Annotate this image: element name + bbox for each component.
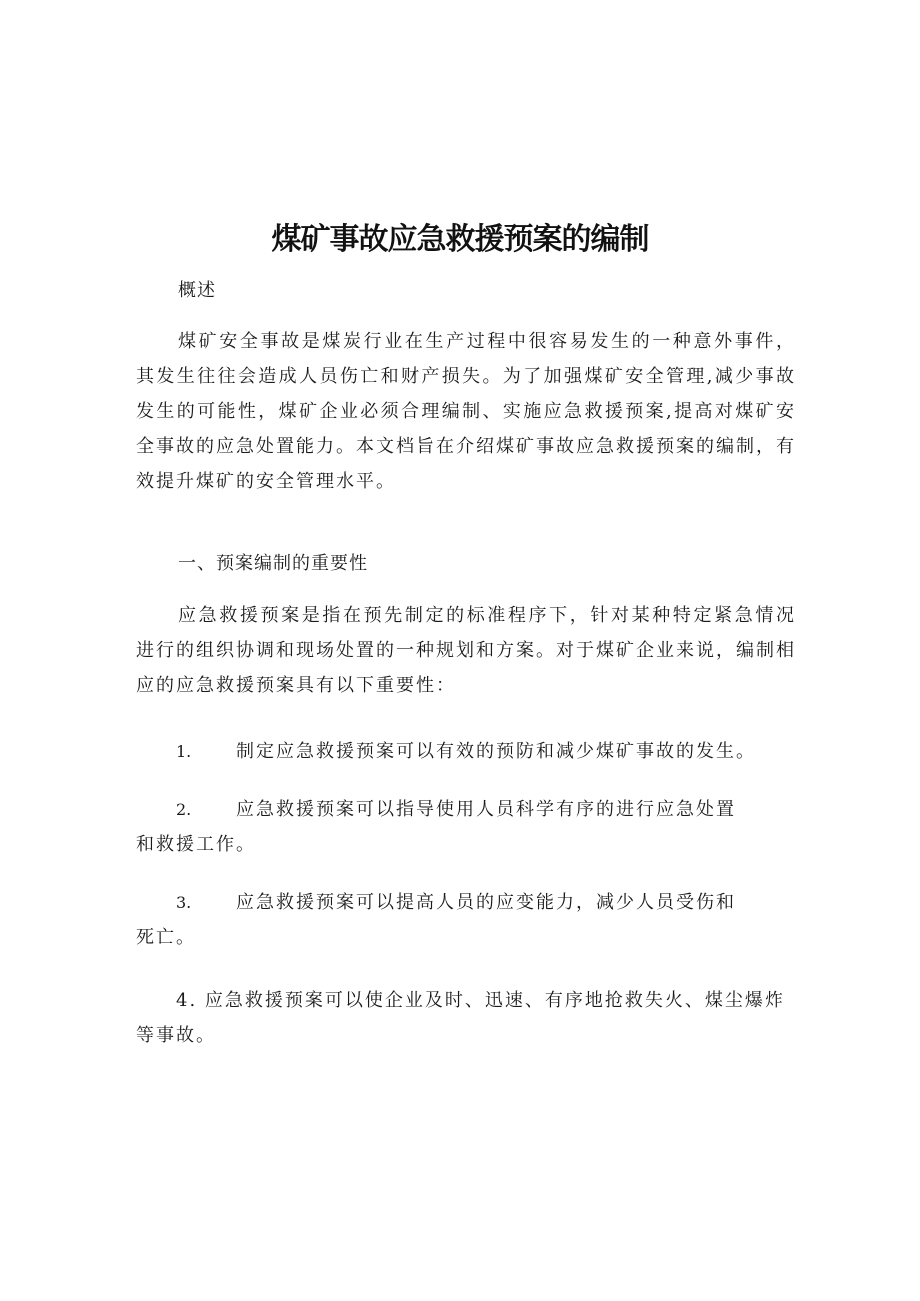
- overview-heading: 概述: [178, 280, 216, 301]
- list-item-text: 应急救援预案可以指导使用人员科学有序的进行应急处置和救援工作。: [136, 799, 736, 855]
- list-item-number: 3.: [176, 893, 192, 912]
- list-item: [136, 792, 746, 862]
- list-item: [136, 983, 796, 1053]
- list-item-number: 4.: [176, 990, 198, 1011]
- list-item: [136, 734, 796, 769]
- list-item-text: 应急救援预案可以提高人员的应变能力，减少人员受伤和死亡。: [136, 892, 736, 948]
- list-item: [136, 885, 746, 955]
- document-title: 煤矿事故应急救援预案的编制: [271, 222, 649, 257]
- list-item-number: 1.: [176, 742, 192, 761]
- overview-paragraph: 煤矿安全事故是煤炭行业在生产过程中很容易发生的一种意外事件，其发生往往会造成人员伤亡和财产损失。为了加强煤矿安全管理,减少事故发生的可能性，煤矿企业必须合理编制、实施应急救援预案,提高对煤矿安全事故的应急处置能力。本文档旨在介绍煤矿事故应急救援预案的编制，有效提升煤矿的安全管理水平。: [136, 331, 796, 492]
- list-item-text: 应急救援预案可以使企业及时、迅速、有序地抢救失火、煤尘爆炸等事故。: [136, 990, 785, 1046]
- importance-paragraph: 应急救援预案是指在预先制定的标准程序下，针对某种特定紧急情况进行的组织协调和现场处置的一种规划和方案。对于煤矿企业来说，编制相应的应急救援预案具有以下重要性：: [136, 605, 796, 696]
- section-heading-importance: 一、预案编制的重要性: [178, 553, 368, 574]
- list-item-text: 制定应急救援预案可以有效的预防和减少煤矿事故的发生。: [236, 741, 756, 762]
- list-item-number: 2.: [176, 800, 192, 819]
